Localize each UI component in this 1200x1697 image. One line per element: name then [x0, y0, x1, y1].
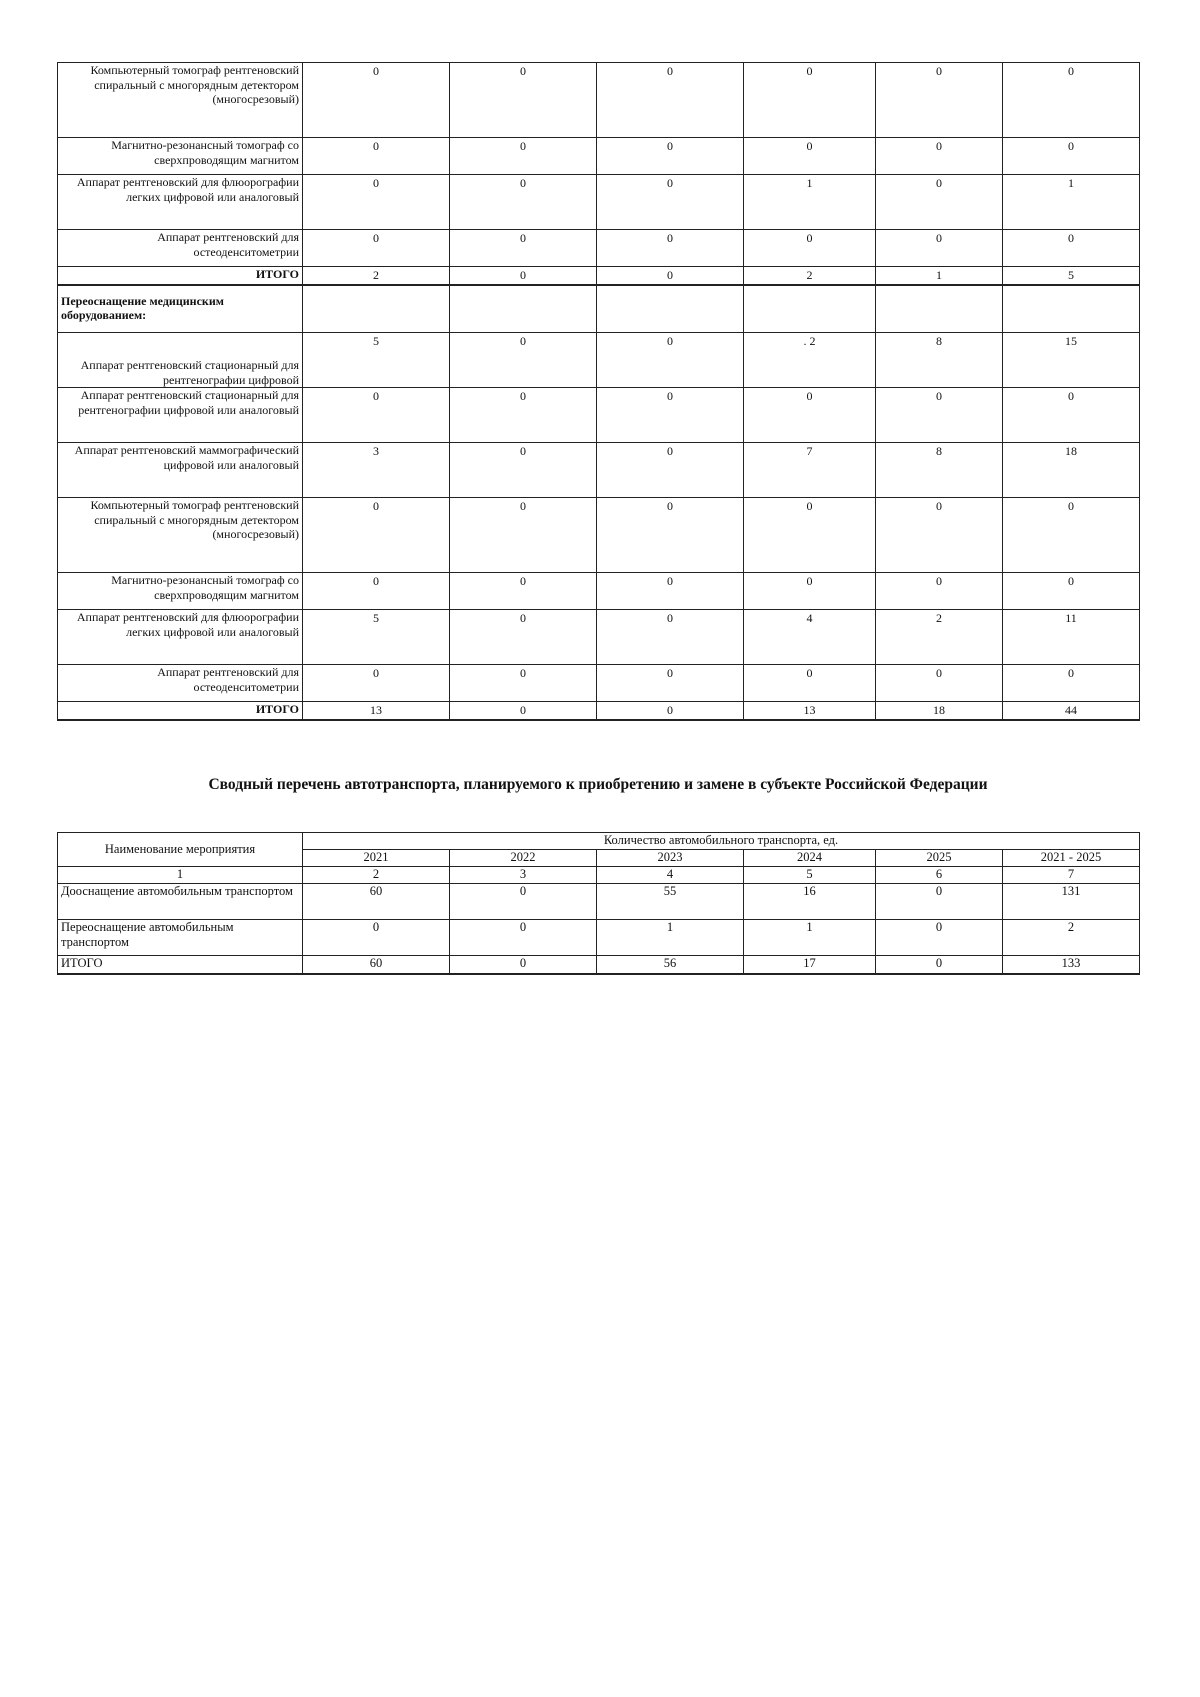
cell-value: 0 — [1003, 573, 1140, 610]
equipment-name: Аппарат рентгеновский стационарный для рентгенографии цифровой или аналоговый — [58, 388, 303, 443]
total-value: 0 — [597, 267, 744, 285]
equipment-name: Компьютерный томограф рентгеновский спиральный с многорядным детектором (многосрезовый) — [58, 63, 303, 138]
cell-value: 0 — [303, 388, 450, 443]
cell-value: 0 — [1003, 665, 1140, 702]
cell-value: 0 — [744, 230, 876, 267]
cell-value: 0 — [597, 138, 744, 175]
cell-value: 0 — [597, 333, 744, 388]
cell-value: 0 — [876, 175, 1003, 230]
total-value: 0 — [450, 956, 597, 974]
row-name: Переоснащение автомобильным транспортом — [58, 920, 303, 956]
table-row — [58, 388, 1140, 443]
total-value: 13 — [744, 702, 876, 720]
cell-value: 8 — [876, 333, 1003, 388]
total-value: 44 — [1003, 702, 1140, 720]
cell-value: 0 — [744, 63, 876, 138]
section-title: Переоснащение медицинским оборудованием: — [58, 285, 303, 333]
cell-value: 0 — [450, 884, 597, 920]
empty-cell — [303, 285, 450, 333]
cell-value: 0 — [450, 573, 597, 610]
cell-value: 0 — [597, 610, 744, 665]
table-row — [58, 138, 1140, 175]
cell-value: 0 — [744, 573, 876, 610]
cell-value: 0 — [876, 884, 1003, 920]
cell-value: 0 — [303, 138, 450, 175]
cell-value: 0 — [303, 920, 450, 956]
table-row — [58, 884, 1140, 920]
cell-value: 0 — [744, 138, 876, 175]
cell-value: 0 — [1003, 138, 1140, 175]
cell-value: 1 — [744, 175, 876, 230]
header-year: 2025 — [876, 850, 1003, 867]
cell-value: 0 — [1003, 498, 1140, 573]
cell-value: 0 — [597, 63, 744, 138]
cell-value: 0 — [597, 498, 744, 573]
cell-value: 0 — [876, 138, 1003, 175]
header-row — [58, 833, 1140, 850]
header-year: 2022 — [450, 850, 597, 867]
cell-value: 1 — [744, 920, 876, 956]
total-value: 0 — [876, 956, 1003, 974]
section-row — [58, 285, 1140, 333]
total-value: 2 — [303, 267, 450, 285]
cell-value: 16 — [744, 884, 876, 920]
cell-value: 0 — [450, 443, 597, 498]
table-row — [58, 333, 1140, 388]
column-number: 2 — [303, 867, 450, 884]
column-number: 6 — [876, 867, 1003, 884]
empty-cell — [744, 285, 876, 333]
cell-value: 1 — [597, 920, 744, 956]
cell-value: 0 — [597, 230, 744, 267]
cell-value: 5 — [303, 610, 450, 665]
equipment-name: Аппарат рентгеновский для флюорографии легких цифровой или аналоговый — [58, 610, 303, 665]
cell-value: 0 — [450, 920, 597, 956]
cell-value: 3 — [303, 443, 450, 498]
table-row — [58, 175, 1140, 230]
cell-value: 0 — [744, 498, 876, 573]
cell-value: 2 — [876, 610, 1003, 665]
header-year: 2021 — [303, 850, 450, 867]
total-label: ИТОГО — [58, 702, 303, 720]
empty-cell — [450, 285, 597, 333]
cell-value: 0 — [597, 443, 744, 498]
equipment-name: Аппарат рентгеновский для остеоденситометрии — [58, 665, 303, 702]
equipment-name: Аппарат рентгеновский для флюорографии легких цифровой или аналоговый — [58, 175, 303, 230]
cell-value: 0 — [450, 498, 597, 573]
total-value: 60 — [303, 956, 450, 974]
total-label: ИТОГО — [58, 267, 303, 285]
table-row — [58, 443, 1140, 498]
total-value: 5 — [1003, 267, 1140, 285]
column-number: 5 — [744, 867, 876, 884]
row-name: Дооснащение автомобильным транспортом — [58, 884, 303, 920]
total-value: 0 — [450, 702, 597, 720]
equipment-table — [57, 62, 1140, 721]
header-year: 2023 — [597, 850, 744, 867]
cell-value: 4 — [744, 610, 876, 665]
cell-value: 0 — [597, 665, 744, 702]
total-value: 133 — [1003, 956, 1140, 974]
cell-value: 0 — [303, 573, 450, 610]
cell-value: 0 — [450, 610, 597, 665]
cell-value: 5 — [303, 333, 450, 388]
table-row — [58, 610, 1140, 665]
cell-value: 55 — [597, 884, 744, 920]
cell-value: 0 — [450, 230, 597, 267]
cell-value: 0 — [876, 63, 1003, 138]
total-value: 0 — [597, 702, 744, 720]
empty-cell — [876, 285, 1003, 333]
total-value: 1 — [876, 267, 1003, 285]
total-row — [58, 956, 1140, 974]
column-number: 7 — [1003, 867, 1140, 884]
cell-value: 15 — [1003, 333, 1140, 388]
table-row — [58, 665, 1140, 702]
header-group: Количество автомобильного трансnорта, ед. — [303, 833, 1140, 850]
cell-value: 2 — [1003, 920, 1140, 956]
equipment-name: Аппарат рентгеновский для остеоденситометрии — [58, 230, 303, 267]
cell-value: 0 — [450, 665, 597, 702]
cell-value: 0 — [303, 498, 450, 573]
cell-value: 0 — [1003, 230, 1140, 267]
cell-value: 0 — [876, 573, 1003, 610]
transport-section-title: Сводный перечень автотранспорта, планируемого к приобретению и замене в субъекте Российской Федерации — [208, 776, 988, 793]
cell-value: 8 — [876, 443, 1003, 498]
cell-value: 0 — [1003, 388, 1140, 443]
cell-value: 0 — [303, 665, 450, 702]
cell-value: 0 — [744, 388, 876, 443]
cell-value: 0 — [876, 498, 1003, 573]
equipment-name: Аппарат рентгеновский маммографический цифровой или аналоговый — [58, 443, 303, 498]
column-number: 3 — [450, 867, 597, 884]
equipment-name: Компьютерный томограф рентгеновский спиральный с многорядным детектором (многосрезовый) — [58, 498, 303, 573]
cell-value: 0 — [597, 573, 744, 610]
empty-cell — [1003, 285, 1140, 333]
total-label: ИТОГО — [58, 956, 303, 974]
total-value: 17 — [744, 956, 876, 974]
equipment-name: Магнитно-резонансный томограф со сверхпроводящим магнитом — [58, 573, 303, 610]
cell-value: 0 — [744, 665, 876, 702]
table-row — [58, 920, 1140, 956]
cell-value: 0 — [450, 175, 597, 230]
cell-value: 7 — [744, 443, 876, 498]
cell-value: 0 — [450, 63, 597, 138]
cell-value: 1 — [1003, 175, 1140, 230]
header-name: Наименование мероприятия — [58, 833, 303, 867]
empty-cell — [597, 285, 744, 333]
total-value: 13 — [303, 702, 450, 720]
column-number: 1 — [58, 867, 303, 884]
header-year: 2021 - 2025 — [1003, 850, 1140, 867]
equipment-table-body — [58, 63, 1140, 720]
table-row — [58, 498, 1140, 573]
column-numbers-row — [58, 867, 1140, 884]
total-value: 56 — [597, 956, 744, 974]
cell-value: 0 — [303, 63, 450, 138]
cell-value: 0 — [876, 920, 1003, 956]
cell-value: 0 — [450, 138, 597, 175]
cell-value: 0 — [876, 230, 1003, 267]
transport-table — [57, 832, 1140, 975]
equipment-name: Магнитно-резонансный томограф со сверхпроводящим магнитом — [58, 138, 303, 175]
table-row — [58, 63, 1140, 138]
cell-value: 0 — [597, 388, 744, 443]
cell-value: 18 — [1003, 443, 1140, 498]
cell-value: . 2 — [744, 333, 876, 388]
cell-value: 0 — [876, 665, 1003, 702]
total-value: 2 — [744, 267, 876, 285]
total-value: 0 — [450, 267, 597, 285]
cell-value: 0 — [597, 175, 744, 230]
cell-value: 0 — [303, 175, 450, 230]
table-row — [58, 230, 1140, 267]
header-year: 2024 — [744, 850, 876, 867]
cell-value: 0 — [303, 230, 450, 267]
total-row — [58, 702, 1140, 720]
total-value: 18 — [876, 702, 1003, 720]
column-number: 4 — [597, 867, 744, 884]
cell-value: 60 — [303, 884, 450, 920]
cell-value: 0 — [450, 333, 597, 388]
cell-value: 0 — [1003, 63, 1140, 138]
cell-value: 131 — [1003, 884, 1140, 920]
equipment-name: Аппарат рентгеновский стационарный для рентгенографии цифровой — [58, 333, 303, 388]
cell-value: 11 — [1003, 610, 1140, 665]
cell-value: 0 — [450, 388, 597, 443]
cell-value: 0 — [876, 388, 1003, 443]
table-row — [58, 573, 1140, 610]
total-row — [58, 267, 1140, 285]
